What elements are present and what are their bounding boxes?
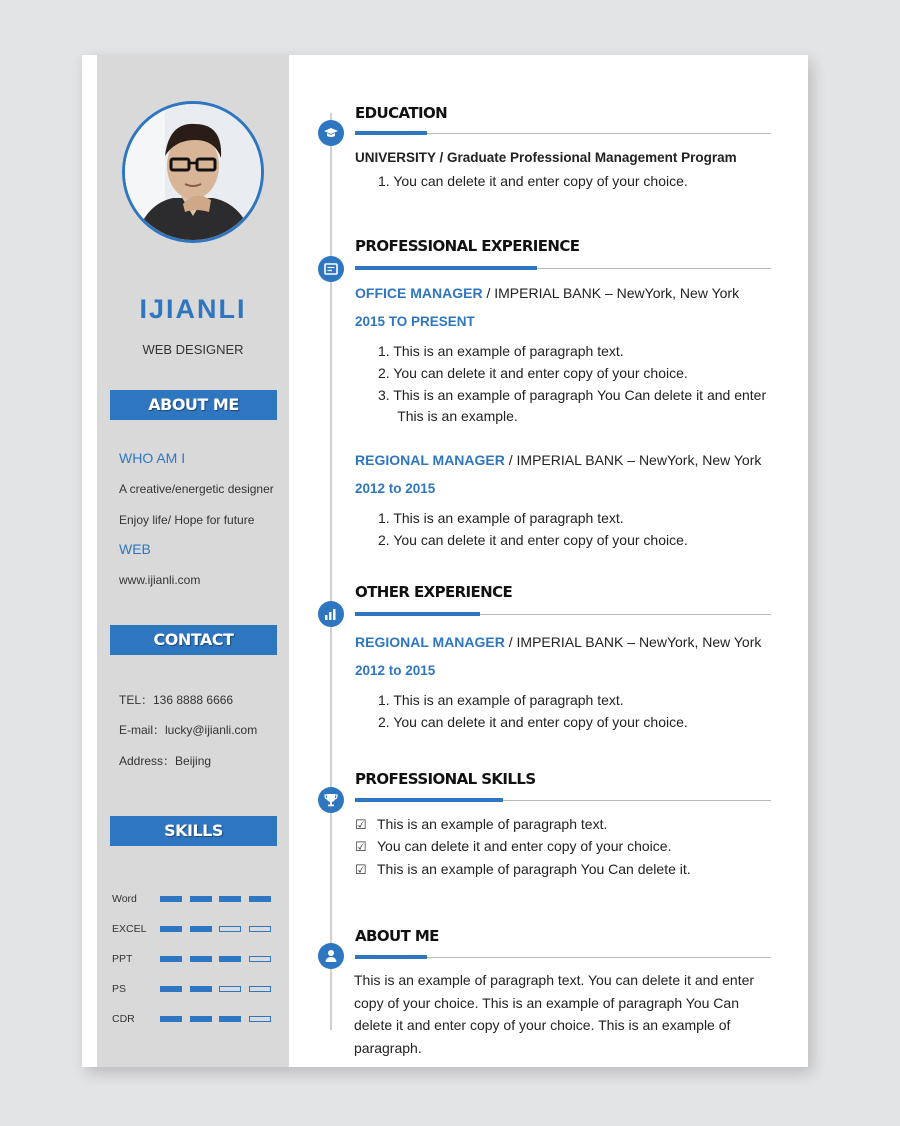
contact-heading: CONTACT [110,625,277,655]
job-1-title: OFFICE MANAGER [355,285,483,301]
skill-level-segment [160,986,182,992]
experience-heading: PROFESSIONAL EXPERIENCE [355,237,580,255]
skills-rule-accent [355,798,503,802]
job-1-company: / IMPERIAL BANK – NewYork, New York [482,285,740,301]
about-heading: ABOUT ME [110,390,277,420]
skill-row-ps [112,985,277,997]
skill-level-segment [249,896,271,902]
other-experience-heading: OTHER EXPERIENCE [355,583,513,601]
who-label: WHO AM I [119,450,186,466]
education-item-1: 1. You can delete it and enter copy of your choice. [378,173,688,189]
about-paragraph: This is an example of paragraph text. You can delete it and enter copy of your choice. This is an example of paragraph You Can delete it and enter copy of your choice. This is an example of paragraph. [354,972,755,1056]
job-1-item-1: 1. This is an example of paragraph text. [378,343,624,359]
skill-label: PS [112,983,127,995]
job-2-dates: 2012 to 2015 [355,481,436,496]
web-value[interactable]: www.ijianli.com [119,573,201,587]
skill-item-2-text: You can delete it and enter copy of your choice. [377,838,672,854]
about-rule-accent [355,955,427,959]
who-line-2: Enjoy life/ Hope for future [119,513,255,527]
job-2-heading [355,452,761,468]
about-main-heading: ABOUT ME [355,927,439,945]
other-job-heading [355,634,761,650]
skill-level-segment [249,926,271,932]
education-heading: EDUCATION [355,104,448,122]
checkbox-icon: ☑ [355,862,367,877]
skill-label: Word [112,893,137,905]
skill-item-1 [355,816,607,833]
other-job-dates: 2012 to 2015 [355,663,436,678]
certificate-icon [318,256,344,282]
skill-item-3 [355,861,691,878]
other-job-title: REGIONAL MANAGER [355,634,505,650]
skill-level-segment [219,896,241,902]
other-item-1: 1. This is an example of paragraph text. [378,692,624,708]
checkbox-icon: ☑ [355,839,367,854]
job-2-title: REGIONAL MANAGER [355,452,505,468]
skill-level-segment [190,896,212,902]
job-2-item-1: 1. This is an example of paragraph text. [378,510,624,526]
checkbox-icon: ☑ [355,817,367,832]
skill-level-segment [219,1016,241,1022]
other-rule-accent [355,612,480,616]
profile-title: WEB DESIGNER [142,342,244,357]
job-1-item-3-cont: This is an example. [378,408,518,424]
trophy-icon [318,787,344,813]
skill-label: EXCEL [112,923,147,935]
web-label: WEB [119,541,151,557]
skill-item-2 [355,838,671,855]
profile-name: IJIANLI [139,294,247,324]
skill-item-3-text: This is an example of paragraph You Can delete it. [377,861,691,877]
skill-level-segment [249,1016,271,1022]
skill-level-segment [219,986,241,992]
experience-rule-accent [355,266,537,270]
skill-level-segment [190,956,212,962]
job-2-company: / IMPERIAL BANK – NewYork, New York [504,452,762,468]
skill-level-segment [160,896,182,902]
contact-tel: TEL：136 8888 6666 [119,693,234,707]
job-1-item-3: 3. This is an example of paragraph You Can delete it and enter [378,387,767,403]
skills-heading: SKILLS [110,816,277,846]
job-1-item-2: 2. You can delete it and enter copy of your choice. [378,365,688,381]
chart-icon [318,601,344,627]
other-job-company: / IMPERIAL BANK – NewYork, New York [504,634,762,650]
skill-row-excel [112,925,277,937]
who-line-1: A creative/energetic designer [119,482,274,496]
education-rule-accent [355,131,427,135]
job-2-item-2: 2. You can delete it and enter copy of your choice. [378,532,688,548]
skill-row-word [112,895,277,907]
skill-level-segment [160,926,182,932]
job-1-dates: 2015 TO PRESENT [355,314,475,329]
skill-item-1-text: This is an example of paragraph text. [377,816,608,832]
skill-label: PPT [112,953,133,965]
skill-level-segment [190,986,212,992]
timeline-line [330,113,332,1030]
skill-level-segment [160,956,182,962]
skill-label: CDR [112,1013,135,1025]
skill-level-segment [160,1016,182,1022]
skills-main-heading: PROFESSIONAL SKILLS [355,770,536,788]
skill-level-segment [190,926,212,932]
skill-row-cdr [112,1015,277,1027]
job-1-heading [355,285,739,301]
other-item-2: 2. You can delete it and enter copy of your choice. [378,714,688,730]
contact-email: E-mail：lucky@ijianli.com [119,723,258,737]
skill-level-segment [249,956,271,962]
skill-level-segment [249,986,271,992]
user-icon [318,943,344,969]
education-school: UNIVERSITY / Graduate Professional Management Program [355,150,737,165]
skill-level-segment [219,956,241,962]
graduation-cap-icon [318,120,344,146]
skill-level-segment [190,1016,212,1022]
profile-photo [122,101,264,243]
contact-address: Address：Beijing [119,754,212,768]
skill-row-ppt [112,955,277,967]
skill-level-segment [219,926,241,932]
